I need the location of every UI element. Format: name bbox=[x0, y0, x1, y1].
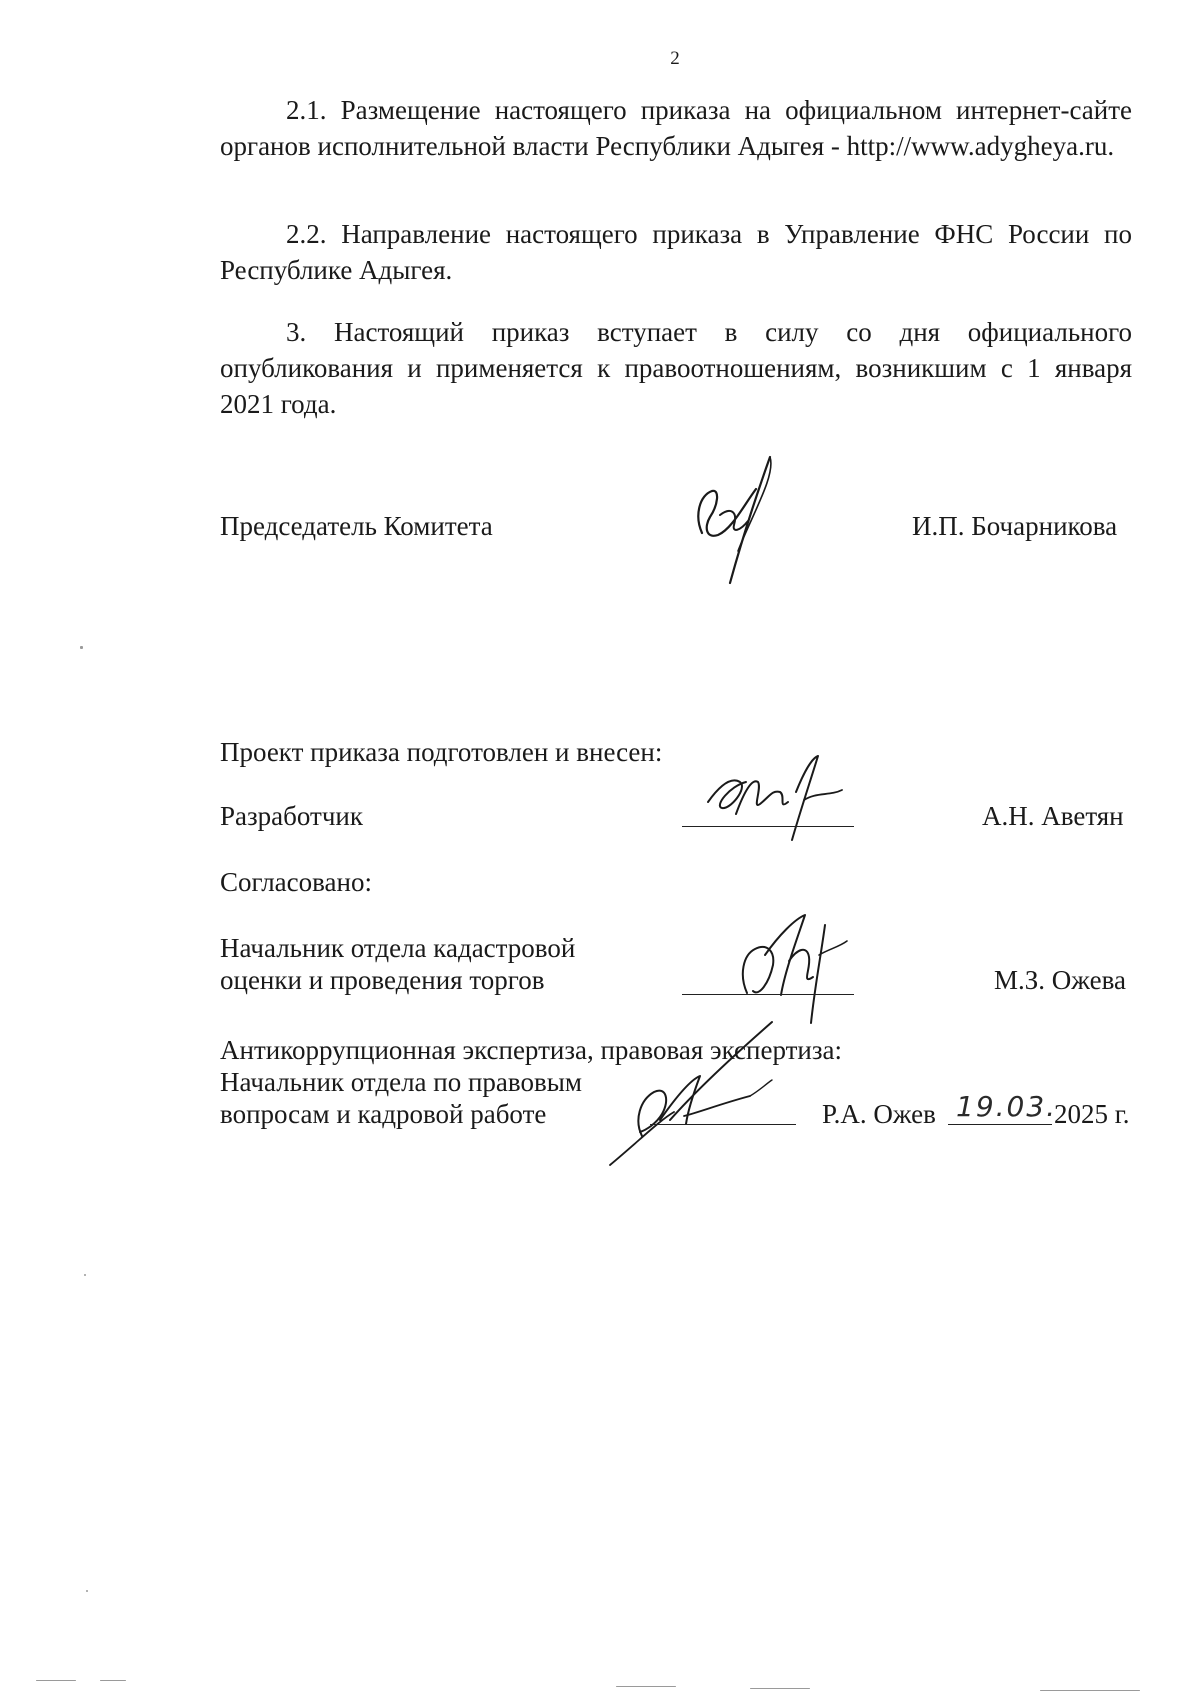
cadastral-signature-icon bbox=[735, 905, 855, 1025]
chair-signature-icon bbox=[690, 455, 800, 585]
paragraph-3-text: 3. Настоящий приказ вступает в силу со дня официального опубликования и применяется к правоотношениям, возникшим с 1 января 2021 года. bbox=[220, 317, 1132, 419]
paragraph-3 bbox=[220, 314, 1132, 422]
anticorruption-name: Р.А. Ожев bbox=[822, 1099, 936, 1129]
paragraph-2-2 bbox=[220, 216, 1132, 288]
cadastral-role-line1: Начальник отдела кадастровой bbox=[220, 933, 576, 963]
developer-signature-line bbox=[682, 826, 854, 827]
scan-speck bbox=[100, 1680, 126, 1681]
scan-speck bbox=[1040, 1690, 1140, 1691]
scan-speck bbox=[36, 1680, 76, 1681]
anticorruption-header: Антикоррупционная экспертиза, правовая экспертиза: bbox=[220, 1035, 843, 1065]
cadastral-role-line2: оценки и проведения торгов bbox=[220, 965, 545, 995]
paragraph-2-2-text: 2.2. Направление настоящего приказа в Управление ФНС России по Республике Адыгея. bbox=[220, 219, 1132, 285]
developer-signature-icon bbox=[700, 752, 860, 847]
anticorruption-signature-icon bbox=[600, 1020, 800, 1170]
cadastral-signature-line bbox=[682, 994, 854, 995]
paragraph-2-1 bbox=[220, 92, 1132, 164]
developer-name: А.Н. Аветян bbox=[982, 801, 1124, 831]
scan-speck bbox=[80, 646, 83, 649]
developer-role: Разработчик bbox=[220, 801, 363, 831]
paragraph-2-1-text: 2.1. Размещение настоящего приказа на официальном интернет-сайте органов исполнительной власти Республики Адыгея - http://www.adygheya.ru. bbox=[220, 95, 1132, 161]
project-header: Проект приказа подготовлен и внесен: bbox=[220, 737, 663, 767]
cadastral-name: М.З. Ожева bbox=[994, 965, 1126, 995]
date-year: 2025 г. bbox=[1054, 1099, 1130, 1129]
scan-speck bbox=[86, 1590, 88, 1592]
anticorruption-signature-line bbox=[650, 1124, 796, 1125]
chair-position: Председатель Комитета bbox=[220, 511, 493, 541]
handwritten-date: 19.03. bbox=[956, 1090, 1058, 1123]
scan-speck bbox=[616, 1686, 676, 1687]
scan-speck bbox=[84, 1274, 86, 1276]
date-line bbox=[948, 1124, 1052, 1125]
agreed-label: Согласовано: bbox=[220, 867, 372, 897]
chair-name: И.П. Бочарникова bbox=[912, 511, 1118, 541]
anticorruption-role-line2: вопросам и кадровой работе bbox=[220, 1099, 547, 1129]
anticorruption-role-line1: Начальник отдела по правовым bbox=[220, 1067, 582, 1097]
page-number: 2 bbox=[670, 48, 680, 69]
scan-speck bbox=[750, 1688, 810, 1689]
